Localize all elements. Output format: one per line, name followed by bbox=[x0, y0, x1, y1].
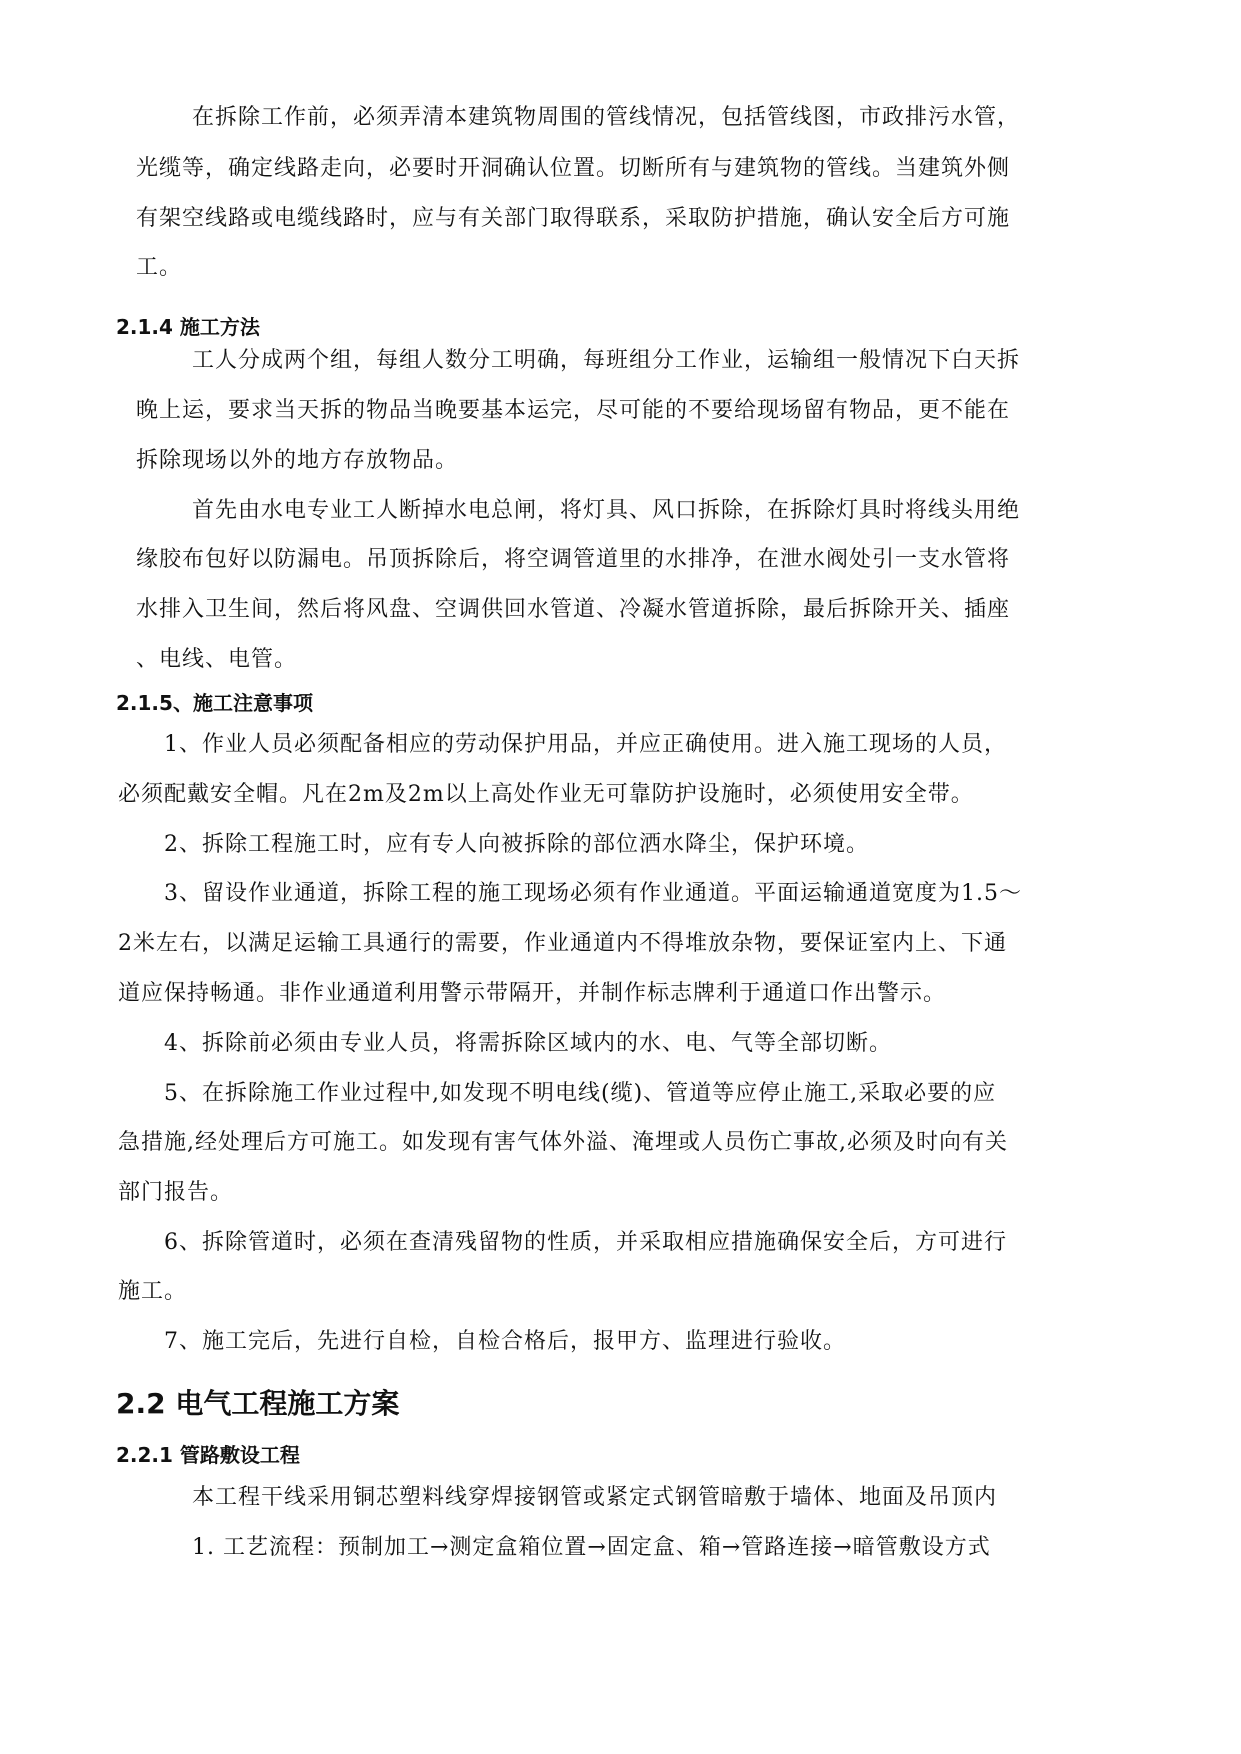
method-para1-line-2: 晚上运，要求当天拆的物品当晚要基本运完，尽可能的不要给现场留有物品，更不能在 bbox=[136, 398, 1011, 423]
method-para1-line-1: 工人分成两个组，每组人数分工明确，每班组分工作业，运输组一般情况下白天拆 bbox=[192, 348, 1021, 373]
method-para2-line-2: 缘胶布包好以防漏电。吊顶拆除后，将空调管道里的水排净，在泄水阀处引一支水管将 bbox=[136, 547, 1011, 572]
method-para2-line-3: 水排入卫生间，然后将风盘、空调供回水管道、冷凝水管道拆除，最后拆除开关、插座 bbox=[136, 597, 1011, 622]
pipe-process-line: 1. 工艺流程：预制加工→测定盒箱位置→固定盒、箱→管路连接→暗管敷设方式 bbox=[192, 1535, 991, 1560]
notice-item-5-line-3: 部门报告。 bbox=[118, 1180, 234, 1205]
section-heading-2-2-1: 2.2.1 管路敷设工程 bbox=[116, 1443, 300, 1467]
intro-line-2: 光缆等，确定线路走向，必要时开洞确认位置。切断所有与建筑物的管线。当建筑外侧 bbox=[136, 156, 1011, 181]
notice-item-6-line-2: 施工。 bbox=[118, 1279, 188, 1304]
notice-item-3-line-3: 道应保持畅通。非作业通道利用警示带隔开，并制作标志牌利于通道口作出警示。 bbox=[118, 981, 947, 1006]
pipe-para-line-1: 本工程干线采用铜芯塑料线穿焊接钢管或紧定式钢管暗敷于墙体、地面及吊顶内 bbox=[192, 1485, 998, 1510]
section-heading-2-2: 2.2 电气工程施工方案 bbox=[116, 1387, 400, 1420]
notice-item-1-line-2: 必须配戴安全帽。凡在2m及2m以上高处作业无可靠防护设施时，必须使用安全带。 bbox=[118, 782, 974, 807]
notice-item-4-line-1: 4、拆除前必须由专业人员，将需拆除区域内的水、电、气等全部切断。 bbox=[164, 1031, 892, 1056]
intro-line-1: 在拆除工作前，必须弄清本建筑物周围的管线情况，包括管线图，市政排污水管， bbox=[192, 105, 1021, 130]
notice-item-5-line-1: 5、在拆除施工作业过程中,如发现不明电线(缆)、管道等应停止施工,采取必要的应 bbox=[164, 1081, 997, 1106]
notice-item-3-line-1: 3、留设作业通道，拆除工程的施工现场必须有作业通道。平面运输通道宽度为1.5～ bbox=[164, 881, 1022, 906]
method-para2-line-1: 首先由水电专业工人断掉水电总闸，将灯具、风口拆除，在拆除灯具时将线头用绝 bbox=[192, 498, 1021, 523]
intro-line-3: 有架空线路或电缆线路时，应与有关部门取得联系，采取防护措施，确认安全后方可施 bbox=[136, 206, 1011, 231]
notice-item-2-line-1: 2、拆除工程施工时，应有专人向被拆除的部位洒水降尘，保护环境。 bbox=[164, 832, 869, 857]
notice-item-1-line-1: 1、作业人员必须配备相应的劳动保护用品，并应正确使用。进入施工现场的人员， bbox=[164, 732, 1007, 757]
method-para1-line-3: 拆除现场以外的地方存放物品。 bbox=[136, 448, 459, 473]
section-heading-2-1-5: 2.1.5、施工注意事项 bbox=[116, 691, 313, 715]
notice-item-3-line-2: 2米左右，以满足运输工具通行的需要，作业通道内不得堆放杂物，要保证室内上、下通 bbox=[118, 931, 1007, 956]
method-para2-line-4: 、电线、电管。 bbox=[136, 647, 298, 672]
notice-item-5-line-2: 急措施,经处理后方可施工。如发现有害气体外溢、淹埋或人员伤亡事故,必须及时向有关 bbox=[118, 1130, 1008, 1155]
notice-item-6-line-1: 6、拆除管道时，必须在查清残留物的性质，并采取相应措施确保安全后，方可进行 bbox=[164, 1230, 1007, 1255]
intro-line-4: 工。 bbox=[136, 255, 183, 280]
section-heading-2-1-4: 2.1.4 施工方法 bbox=[116, 315, 260, 339]
notice-item-7-line-1: 7、施工完后，先进行自检，自检合格后，报甲方、监理进行验收。 bbox=[164, 1329, 846, 1354]
